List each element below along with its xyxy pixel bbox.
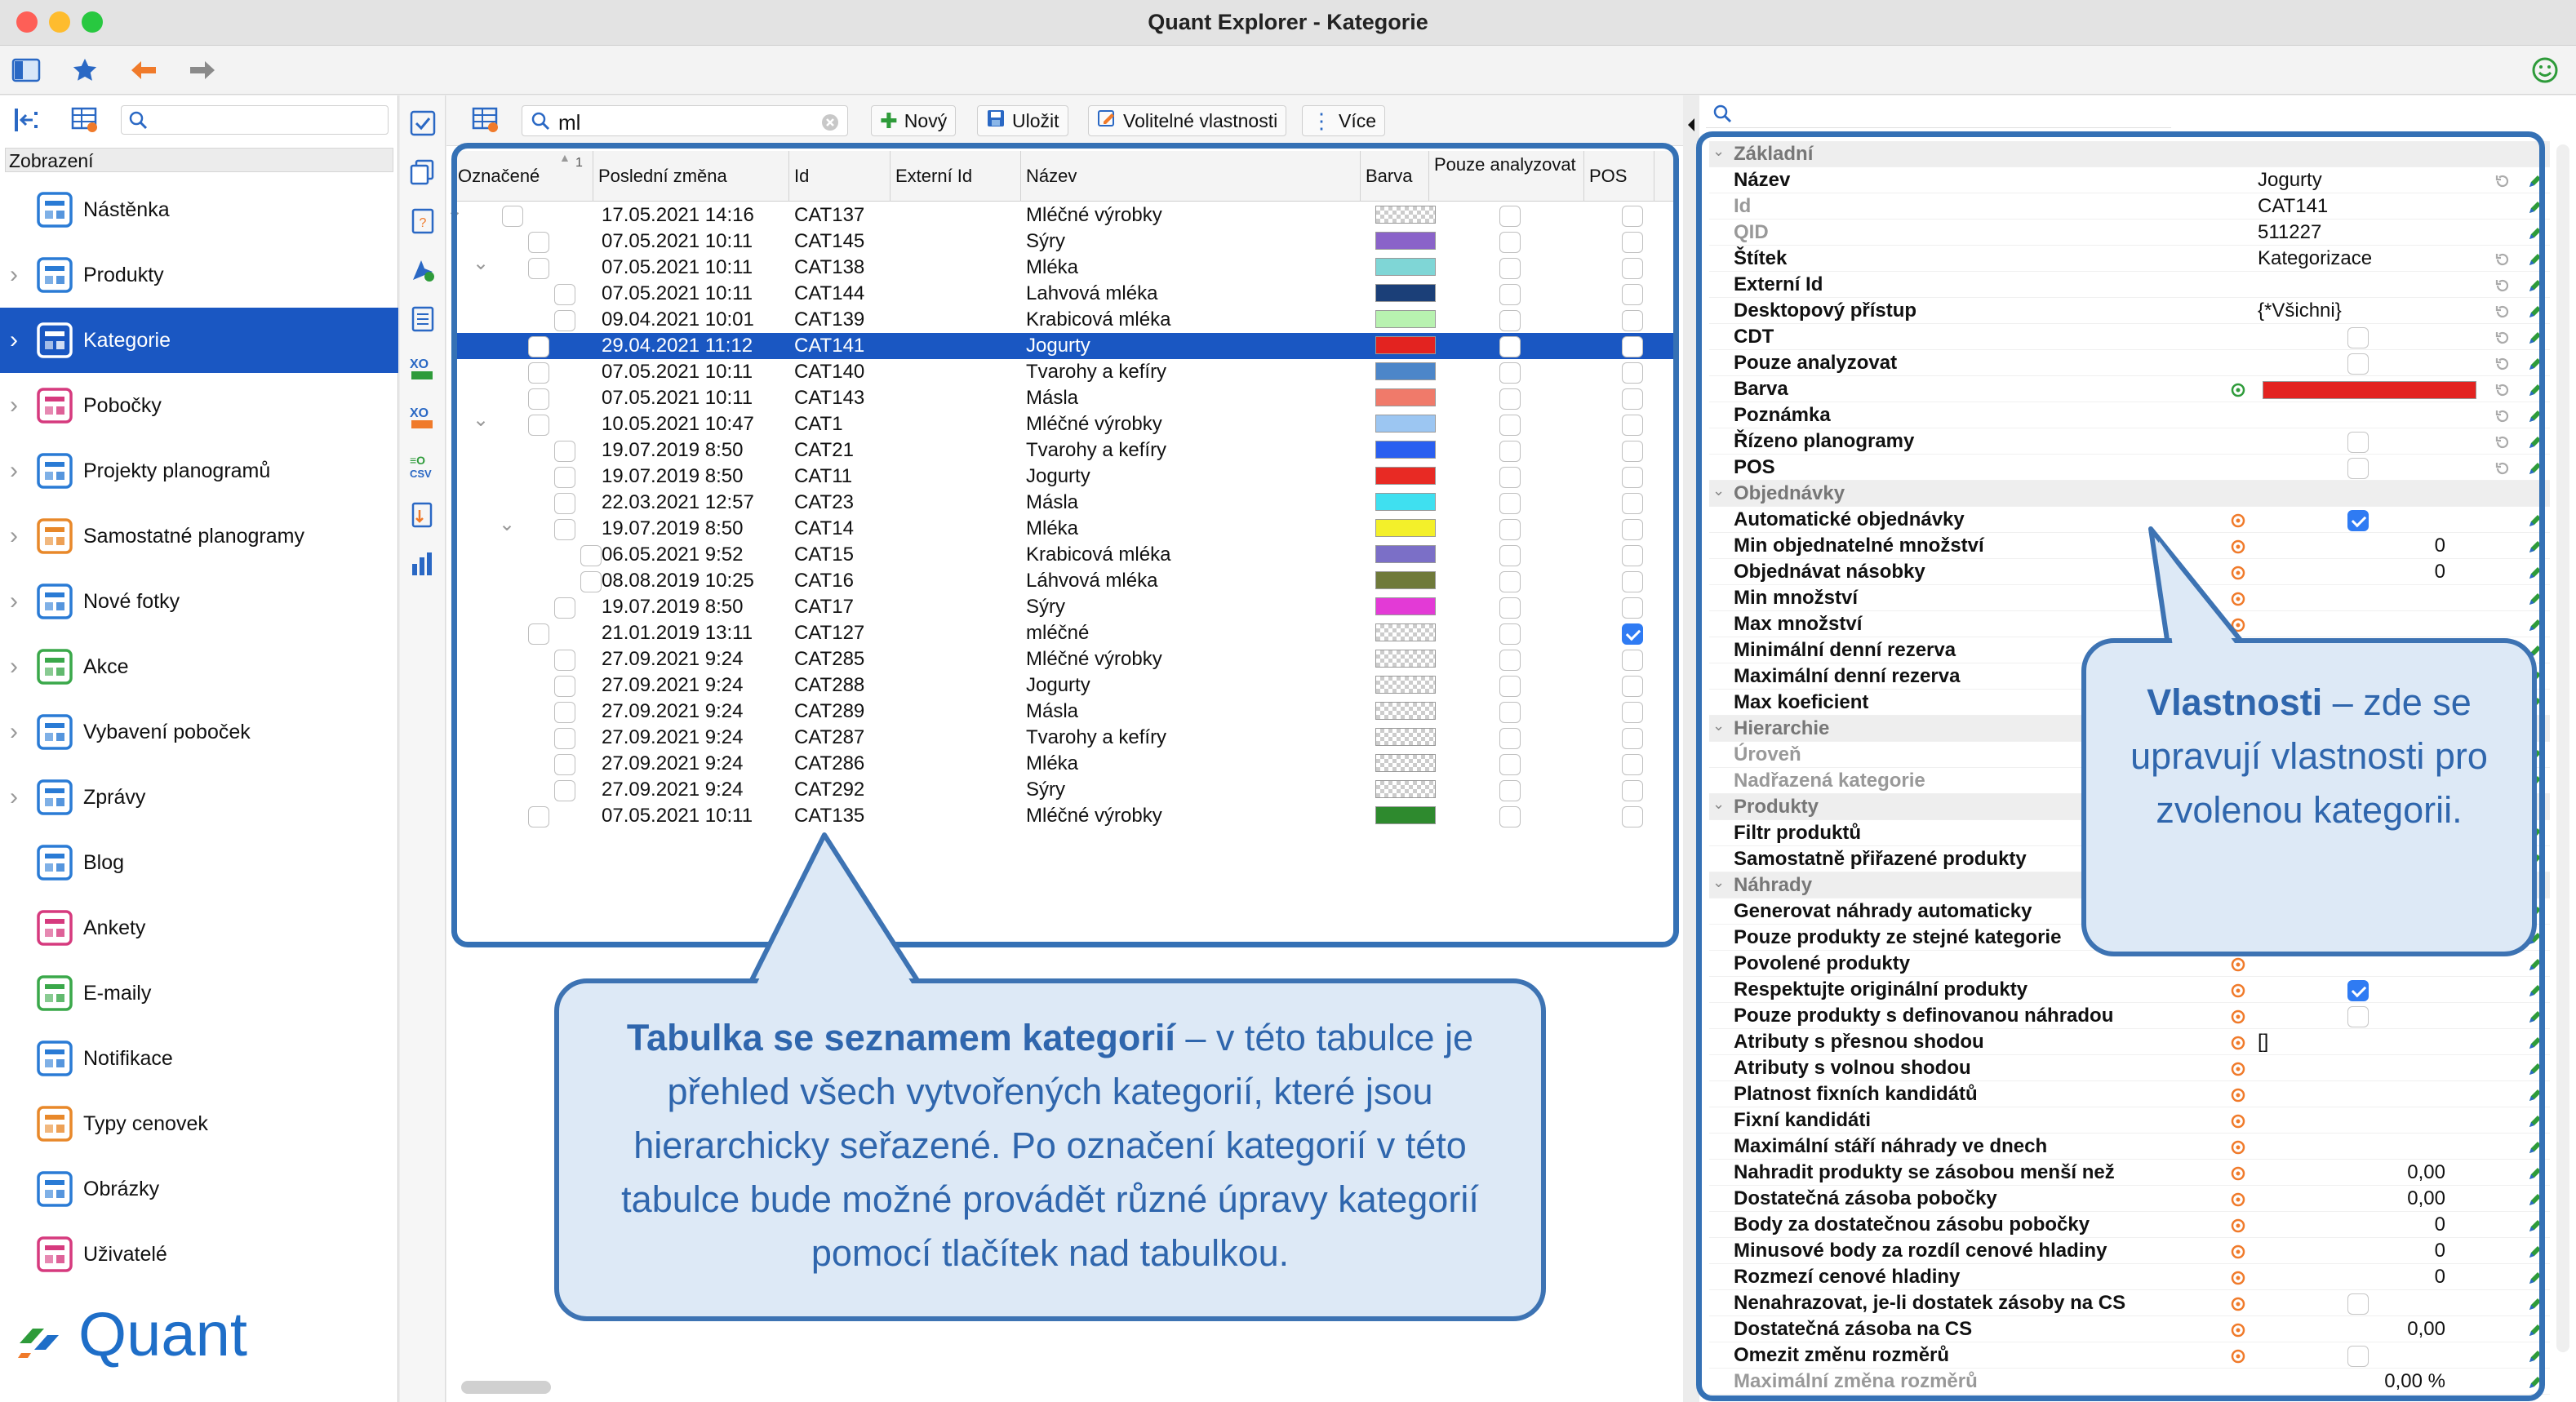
property-label: CDT [1734, 326, 1774, 348]
nav-item-label: Samostatné planogramy [83, 524, 304, 548]
table-callout-pointer-fill [446, 95, 1683, 1402]
property-number-value: 0 [2434, 1213, 2445, 1236]
column-header-label: Externí Id [895, 166, 973, 186]
name-cell: Mléčné výrobky [1026, 805, 1162, 827]
chevron-right-icon[interactable]: › [10, 457, 18, 484]
id-cell: CAT139 [794, 308, 865, 331]
navigation-search-input[interactable] [121, 105, 389, 135]
property-value: Jogurty [2258, 169, 2322, 191]
id-cell: CAT285 [794, 648, 865, 670]
sort-arrow-icon: ▲ [559, 151, 571, 164]
last-change-cell: 06.05.2021 9:52 [602, 543, 744, 566]
id-cell: CAT289 [794, 700, 865, 722]
id-cell: CAT286 [794, 752, 865, 774]
property-group-label: Produkty [1734, 796, 1819, 818]
last-change-cell: 10.05.2021 10:47 [602, 413, 754, 435]
last-change-cell: 07.05.2021 10:11 [602, 230, 753, 252]
id-cell: CAT141 [794, 335, 865, 357]
mail-icon [34, 973, 75, 1014]
id-cell: CAT137 [794, 204, 865, 226]
property-label: Platnost fixních kandidátů [1734, 1083, 1978, 1105]
name-cell: Másla [1026, 491, 1079, 513]
property-label: Maximální denní rezerva [1734, 665, 1961, 687]
planogram-project-icon [34, 450, 75, 491]
property-label: Automatické objednávky [1734, 508, 1965, 530]
name-cell: Láhvová mléka [1026, 570, 1158, 592]
expand-toggle-icon[interactable]: ⌄ [499, 513, 516, 535]
id-cell: CAT1 [794, 413, 843, 435]
property-label: Barva [1734, 378, 1788, 400]
property-value: Kategorizace [2258, 247, 2373, 269]
id-cell: CAT288 [794, 674, 865, 696]
excel-export-icon[interactable] [408, 353, 437, 383]
nav-item-14[interactable] [0, 1091, 398, 1156]
properties-callout-title: Vlastnosti [2147, 681, 2323, 723]
property-value: 511227 [2258, 221, 2322, 243]
store-icon [34, 385, 75, 426]
property-label: Nadřazená kategorie [1734, 770, 1925, 792]
column-header-label: Pouze analyzovat [1434, 154, 1576, 175]
view-section-label: Zobrazení [5, 148, 393, 172]
nav-item-label: Produkty [83, 263, 164, 286]
nav-item-label: E-maily [83, 981, 152, 1005]
property-label: Body za dostatečnou zásobu pobočky [1734, 1213, 2090, 1236]
column-header-label: POS [1589, 166, 1628, 186]
nav-item-7[interactable] [0, 634, 398, 699]
list-document-icon[interactable] [408, 304, 437, 334]
pane-divider[interactable] [1683, 95, 1699, 1402]
property-label: Štítek [1734, 247, 1788, 269]
blog-icon [34, 842, 75, 883]
property-label: Řízeno planogramy [1734, 430, 1915, 452]
chevron-right-icon[interactable]: › [10, 588, 18, 614]
category-table-pane [446, 95, 1683, 1402]
column-header-label: Poslední změna [598, 166, 727, 186]
nav-item-label: Pobočky [83, 393, 162, 417]
property-label: Maximální změna rozměrů [1734, 1370, 1978, 1392]
last-change-cell: 29.04.2021 11:12 [602, 335, 753, 357]
property-label: Omezit změnu rozměrů [1734, 1344, 1950, 1366]
svg-text:≡O: ≡O [410, 454, 426, 467]
more-button-label: Více [1339, 109, 1377, 131]
chevron-right-icon[interactable]: › [10, 718, 18, 745]
nav-item-1[interactable] [0, 242, 398, 308]
property-label: Pouze produkty s definovanou náhradou [1734, 1005, 2114, 1027]
nav-item-label: Akce [83, 654, 129, 678]
title-bar [0, 0, 2576, 46]
property-label: Min objednatelné množství [1734, 535, 1984, 557]
nav-item-label: Kategorie [83, 328, 171, 352]
chevron-down-icon[interactable]: ⌄ [1712, 717, 1725, 734]
last-change-cell: 27.09.2021 9:24 [602, 700, 744, 722]
property-label: Samostatně přiřazené produkty [1734, 848, 2027, 870]
check-list-icon[interactable] [408, 109, 437, 138]
nav-item-13[interactable] [0, 1026, 398, 1091]
nav-item-label: Projekty planogramů [83, 459, 271, 482]
smiley-feedback-icon[interactable] [2529, 54, 2561, 87]
chevron-down-icon[interactable]: ⌄ [1712, 482, 1725, 499]
property-group-label: Náhrady [1734, 874, 1813, 896]
nav-item-label: Notifikace [83, 1046, 173, 1070]
back-arrow-icon[interactable] [127, 54, 160, 87]
property-label: Název [1734, 169, 1791, 191]
column-header-label: Označené [458, 166, 540, 186]
name-cell: Lahvová mléka [1026, 282, 1158, 304]
name-cell: Jogurty [1026, 335, 1090, 357]
last-change-cell: 21.01.2019 13:11 [602, 622, 753, 644]
main-toolbar [0, 46, 2576, 95]
nav-item-label: Nové fotky [83, 589, 180, 613]
property-label: QID [1734, 221, 1769, 243]
name-cell: Mléčné výrobky [1026, 648, 1162, 670]
name-cell: Tvarohy a kefíry [1026, 361, 1167, 383]
last-change-cell: 27.09.2021 9:24 [602, 674, 744, 696]
chevron-right-icon[interactable]: › [10, 653, 18, 680]
svg-text:XO: XO [410, 406, 429, 420]
search-icon [128, 110, 149, 131]
id-cell: CAT14 [794, 517, 854, 539]
property-label: Max množství [1734, 613, 1863, 635]
more-dots-icon: ⋮ [1311, 108, 1332, 133]
promo-icon [34, 646, 75, 687]
name-cell: Krabicová mléka [1026, 543, 1171, 566]
name-cell: Tvarohy a kefíry [1026, 726, 1167, 748]
property-label: Minusové body za rozdíl cenové hladiny [1734, 1240, 2107, 1262]
id-cell: CAT11 [794, 465, 853, 487]
nav-item-label: Vybavení poboček [83, 720, 251, 743]
last-change-cell: 08.08.2019 10:25 [602, 570, 754, 592]
property-label: Nenahrazovat, je-li dostatek zásoby na CS [1734, 1292, 2126, 1314]
nav-item-label: Zprávy [83, 785, 146, 809]
vertical-tool-strip [400, 95, 446, 1402]
navigation-list [0, 177, 398, 1287]
last-change-cell: 07.05.2021 10:11 [602, 387, 753, 409]
property-number-value: 0 [2434, 1266, 2445, 1288]
name-cell: Sýry [1026, 230, 1065, 252]
move-icon[interactable] [408, 255, 437, 285]
name-cell: Másla [1026, 387, 1079, 409]
id-cell: CAT16 [794, 570, 854, 592]
id-cell: CAT17 [794, 596, 854, 618]
sort-icon[interactable] [408, 500, 437, 530]
last-change-cell: 19.07.2019 8:50 [602, 439, 744, 461]
property-label: Id [1734, 195, 1752, 217]
property-label: Respektujte originální produkty [1734, 978, 2028, 1000]
csv-export-icon[interactable] [408, 451, 437, 481]
properties-callout-pointer-fill [1699, 95, 2576, 1402]
nav-item-label: Nástěnka [83, 197, 170, 221]
properties-pane [1699, 95, 2576, 1402]
chevron-right-icon[interactable]: › [10, 261, 18, 288]
message-icon [34, 777, 75, 818]
property-group-label: Základní [1734, 143, 1814, 165]
copy-icon[interactable] [408, 158, 437, 187]
last-change-cell: 19.07.2019 8:50 [602, 517, 744, 539]
excel-import-icon[interactable] [408, 402, 437, 432]
last-change-cell: 27.09.2021 9:24 [602, 752, 744, 774]
chevron-right-icon[interactable]: › [10, 326, 18, 353]
search-value: ml [558, 110, 581, 135]
nav-item-6[interactable] [0, 569, 398, 634]
property-value: CAT141 [2258, 195, 2329, 217]
last-change-cell: 07.05.2021 10:11 [602, 282, 753, 304]
sort-indicator: 1 [575, 156, 583, 170]
property-group-label: Hierarchie [1734, 717, 1830, 739]
nav-item-label: Uživatelé [83, 1242, 167, 1266]
property-label: Minimální denní rezerva [1734, 639, 1956, 661]
nav-item-4[interactable] [0, 438, 398, 504]
name-cell: Sýry [1026, 596, 1065, 618]
id-cell: CAT127 [794, 622, 865, 644]
expand-toggle-icon[interactable]: ⌄ [473, 409, 490, 431]
nav-item-3[interactable] [0, 373, 398, 438]
nav-item-16[interactable] [0, 1222, 398, 1287]
help-document-icon[interactable] [408, 206, 437, 236]
table-callout-text: – v této tabulce je přehled všech vytvořených kategorií, které jsou hierarchicky seřazené. Po označení kategorií v této tabulce bude možné provádět různé úpravy kategorií pomocí tlačítek nad tabulkou. [621, 1017, 1479, 1274]
property-label: Min množství [1734, 587, 1859, 609]
chevron-down-icon[interactable]: ⌄ [1712, 796, 1725, 812]
property-number-value: 0 [2434, 535, 2445, 557]
svg-text:CSV: CSV [410, 468, 432, 480]
navigation-pane [0, 95, 398, 1402]
category-icon [34, 320, 75, 361]
property-label: Objednávat násobky [1734, 561, 1925, 583]
equipment-icon [34, 712, 75, 752]
last-change-cell: 09.04.2021 10:01 [602, 308, 754, 331]
id-cell: CAT135 [794, 805, 865, 827]
chevron-right-icon[interactable]: › [10, 783, 18, 810]
property-number-value: 0 [2434, 561, 2445, 583]
new-button-label: Nový [904, 109, 948, 131]
nav-item-label: Obrázky [83, 1177, 160, 1200]
survey-icon [34, 907, 75, 948]
id-cell: CAT23 [794, 491, 854, 513]
collapse-tree-icon[interactable] [11, 105, 41, 135]
nav-item-label: Blog [83, 850, 125, 874]
nav-item-10[interactable] [0, 830, 398, 895]
column-header-label: Barva [1366, 166, 1413, 186]
favorites-star-icon[interactable] [69, 54, 101, 87]
property-label: Generovat náhrady automaticky [1734, 900, 2032, 922]
price-tag-icon [34, 1103, 75, 1144]
property-number-value: 0,00 [2407, 1161, 2445, 1183]
name-cell: mléčné [1026, 622, 1090, 644]
property-label: Maximální stáří náhrady ve dnech [1734, 1135, 2048, 1157]
save-button-label: Uložit [1012, 109, 1059, 131]
product-icon [34, 255, 75, 295]
dashboard-icon [34, 189, 75, 230]
column-header-label: Id [794, 166, 810, 186]
camera-icon [34, 581, 75, 622]
sidebar-toggle-icon[interactable] [10, 54, 42, 87]
property-number-value: 0,00 % [2384, 1370, 2445, 1392]
column-header-label: Název [1026, 166, 1077, 186]
id-cell: CAT138 [794, 256, 865, 278]
name-cell: Mléka [1026, 752, 1079, 774]
svg-text:?: ? [419, 216, 427, 230]
table-callout-title: Tabulka se seznamem kategorií [626, 1017, 1175, 1058]
id-cell: CAT145 [794, 230, 865, 252]
property-label: Dostatečná zásoba pobočky [1734, 1187, 1997, 1209]
last-change-cell: 17.05.2021 14:16 [602, 204, 754, 226]
property-label: Externí Id [1734, 273, 1823, 295]
property-number-value: 0,00 [2407, 1318, 2445, 1340]
nav-item-12[interactable] [0, 961, 398, 1026]
name-cell: Mléka [1026, 517, 1079, 539]
last-change-cell: 07.05.2021 10:11 [602, 256, 753, 278]
property-label: Atributy s volnou shodou [1734, 1057, 1971, 1079]
last-change-cell: 27.09.2021 9:24 [602, 779, 744, 801]
nav-item-label: Ankety [83, 916, 146, 939]
property-label: Dostatečná zásoba na CS [1734, 1318, 1973, 1340]
id-cell: CAT21 [794, 439, 854, 461]
property-label: POS [1734, 456, 1775, 478]
nav-item-5[interactable] [0, 504, 398, 569]
chevron-down-icon[interactable]: ⌄ [1712, 143, 1725, 159]
property-label: Atributy s přesnou shodou [1734, 1031, 1984, 1053]
property-label: Max koeficient [1734, 691, 1869, 713]
name-cell: Krabicová mléka [1026, 308, 1171, 331]
quant-logo-mark-icon [15, 1311, 69, 1364]
property-label: Pouze analyzovat [1734, 352, 1898, 374]
chevron-down-icon[interactable]: ⌄ [1712, 874, 1725, 890]
last-change-cell: 19.07.2019 8:50 [602, 465, 744, 487]
name-cell: Mléka [1026, 256, 1079, 278]
property-label: Povolené produkty [1734, 952, 1911, 974]
property-label: Pouze produkty ze stejné kategorie [1734, 926, 2062, 948]
last-change-cell: 27.09.2021 9:24 [602, 648, 744, 670]
id-cell: CAT292 [794, 779, 865, 801]
name-cell: Sýry [1026, 779, 1065, 801]
property-value: [] [2258, 1031, 2269, 1053]
expand-toggle-icon[interactable]: ⌄ [473, 252, 490, 274]
last-change-cell: 27.09.2021 9:24 [602, 726, 744, 748]
id-cell: CAT287 [794, 726, 865, 748]
property-number-value: 0,00 [2407, 1187, 2445, 1209]
name-cell: Tvarohy a kefíry [1026, 439, 1167, 461]
table-settings-icon[interactable] [70, 105, 100, 135]
property-label: Filtr produktů [1734, 822, 1861, 844]
last-change-cell: 22.03.2021 12:57 [602, 491, 754, 513]
nav-item-9[interactable] [0, 765, 398, 830]
last-change-cell: 07.05.2021 10:11 [602, 805, 753, 827]
id-cell: CAT140 [794, 361, 865, 383]
user-icon [34, 1234, 75, 1275]
name-cell: Másla [1026, 700, 1079, 722]
properties-callout-text: – zde se upravují vlastnosti pro zvolenou kategorii. [2130, 681, 2488, 831]
chart-icon[interactable] [408, 549, 437, 579]
nav-item-label: Typy cenovek [83, 1111, 208, 1135]
window-title: Quant Explorer - Kategorie [1148, 10, 1428, 34]
nav-item-2[interactable] [0, 308, 398, 373]
expand-toggle-icon[interactable]: ⌄ [446, 200, 464, 222]
chevron-right-icon[interactable]: › [10, 392, 18, 419]
property-label: Úroveň [1734, 743, 1801, 765]
property-number-value: 0 [2434, 1240, 2445, 1262]
property-label: Fixní kandidáti [1734, 1109, 1872, 1131]
name-cell: Mléčné výrobky [1026, 413, 1162, 435]
nav-item-11[interactable] [0, 895, 398, 961]
planogram-icon [34, 516, 75, 557]
svg-text:XO: XO [410, 357, 429, 371]
last-change-cell: 07.05.2021 10:11 [602, 361, 753, 383]
quant-logo [15, 1299, 390, 1373]
name-cell: Jogurty [1026, 674, 1090, 696]
nav-item-0[interactable] [0, 177, 398, 242]
property-value: {*Všichni} [2258, 299, 2342, 322]
collapse-arrow-icon[interactable] [1683, 112, 1699, 144]
logo-text: Quant [78, 1300, 248, 1369]
notification-icon [34, 1038, 75, 1079]
id-cell: CAT143 [794, 387, 865, 409]
optional-properties-label: Volitelné vlastnosti [1123, 109, 1278, 131]
plus-icon: ✚ [880, 108, 898, 133]
id-cell: CAT15 [794, 543, 854, 566]
chevron-right-icon[interactable]: › [10, 522, 18, 549]
property-label: Rozmezí cenové hladiny [1734, 1266, 1961, 1288]
property-label: Poznámka [1734, 404, 1831, 426]
name-cell: Jogurty [1026, 465, 1090, 487]
property-group-label: Objednávky [1734, 482, 1845, 504]
property-label: Nahradit produkty se zásobou menší než [1734, 1161, 2115, 1183]
forward-arrow-icon[interactable] [186, 54, 219, 87]
name-cell: Mléčné výrobky [1026, 204, 1162, 226]
navigation-toolbar [0, 95, 398, 141]
image-icon [34, 1169, 75, 1209]
id-cell: CAT144 [794, 282, 865, 304]
nav-item-8[interactable] [0, 699, 398, 765]
property-label: Desktopový přístup [1734, 299, 1917, 322]
nav-item-15[interactable] [0, 1156, 398, 1222]
last-change-cell: 19.07.2019 8:50 [602, 596, 744, 618]
